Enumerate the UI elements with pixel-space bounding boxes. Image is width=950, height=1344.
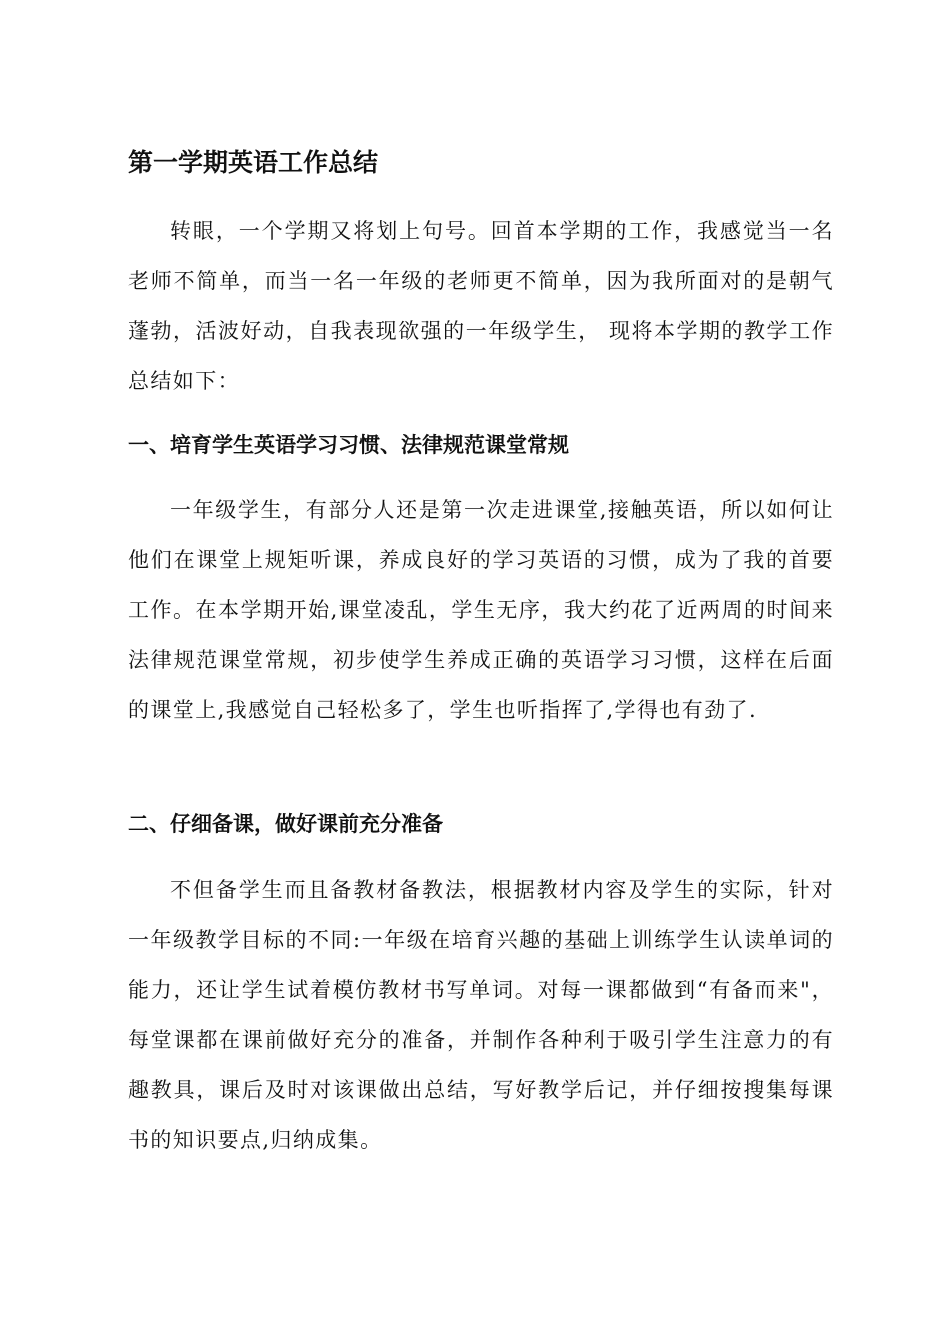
- document-title: 第一学期英语工作总结: [128, 148, 379, 177]
- intro-paragraph: 转眼，一个学期又将划上句号。回首本学期的工作，我感觉当一名老师不简单，而当一名一年级的老师更不简单，因为我所面对的是朝气蓬勃，活波好动，自我表现欲强的一年级学生， 现将本学期的教学工作总结如下：: [128, 219, 834, 393]
- section-body-1: 一年级学生，有部分人还是第一次走进课堂,接触英语，所以如何让他们在课堂上规矩听课，养成良好的学习英语的习惯，成为了我的首要工作。在本学期开始,课堂凌乱，学生无序，我大约花了近两周的时间来法律规范课堂常规，初步使学生养成正确的英语学习习惯，这样在后面的课堂上,我感觉自己轻松多了，学生也听指挥了,学得也有劲了.: [128, 498, 834, 722]
- section-body-2: 不但备学生而且备教材备教法，根据教材内容及学生的实际，针对一年级教学目标的不同:一年级在培育兴趣的基础上训练学生认读单词的能力，还让学生试着模仿教材书写单词。对每一课都做到“有备而来"，每堂课都在课前做好充分的准备，并制作各种利于吸引学生注意力的有趣教具，课后及时对该课做出总结，写好教学后记，并仔细按搜集每课书的知识要点,归纳成集。: [128, 878, 834, 1152]
- section-heading-2: 二、仔细备课，做好课前充分准备: [128, 812, 443, 836]
- section-heading-1: 一、培育学生英语学习习惯、法律规范课堂常规: [128, 433, 569, 457]
